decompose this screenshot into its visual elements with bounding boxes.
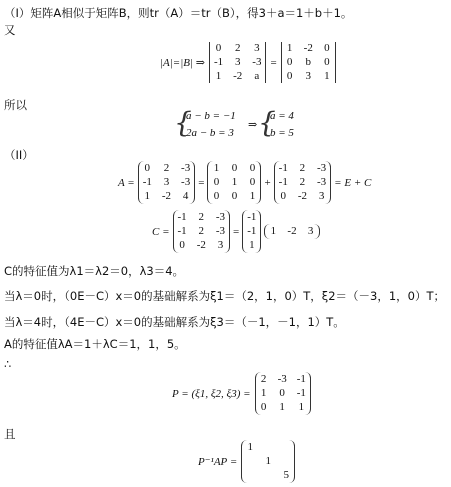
matrix-cell: -3	[215, 225, 226, 237]
eigen-a: A的特征值λA＝1＋λC＝1，1，5。	[4, 337, 186, 351]
matrix-cell: 5	[283, 469, 289, 481]
matrix-cell: -3	[317, 162, 327, 174]
matrix-cell: 1	[265, 455, 271, 467]
matrix-cell: -1	[278, 162, 288, 174]
matrix-cell: 2	[299, 176, 306, 188]
matrix-cell: -3	[181, 162, 191, 174]
matrix-cell: -1	[142, 176, 152, 188]
matrix-cell: -2	[287, 225, 297, 237]
matrix-cell: -3	[252, 56, 262, 68]
matrix-cell: 1	[324, 70, 330, 82]
system-sol1: a = 4	[270, 110, 294, 122]
matrix-cell	[282, 441, 290, 454]
matrix-cell: 3	[217, 239, 224, 251]
system-eq1: a − b = −1	[186, 110, 236, 122]
therefore-symbol: ∴	[4, 357, 12, 371]
decomp-matrix-c	[279, 162, 327, 203]
connector-suoyi: 所以	[4, 98, 27, 112]
matrix-cell: 1	[249, 239, 255, 251]
p-matrix	[260, 373, 306, 414]
matrix-cell: -3	[277, 373, 287, 385]
matrix-cell: -1	[177, 211, 187, 223]
decomp-matrix-a	[143, 162, 191, 203]
matrix-cell: 0	[280, 190, 286, 202]
decomp-lhs: A =	[118, 176, 135, 189]
matrix-cell: -1	[177, 225, 187, 237]
determinant-equation	[160, 42, 336, 83]
matrix-cell: -2	[303, 42, 313, 54]
p-lhs: P = (ξ1, ξ2, ξ3) =	[172, 387, 251, 400]
matrix-cell: -3	[215, 211, 226, 223]
matrix-cell: 0	[324, 56, 330, 68]
matrix-cell: 0	[324, 42, 330, 54]
matrix-cell: -1	[213, 56, 224, 68]
cdef-matrix	[178, 211, 226, 252]
matrix-cell: b	[305, 56, 311, 68]
implies-arrow: ⇒	[248, 119, 258, 131]
decomp-tail: = E + C	[334, 176, 372, 189]
matrix-cell: 0	[286, 70, 293, 82]
c-factorization: C = -1 2 -3 -1 2 -3 0 -2 3 = -1 -1 1 1 -2 3	[152, 210, 320, 253]
matrix-cell: 1	[298, 401, 305, 413]
basis-lambda0: 当λ＝0时，（0E－C）x＝0的基础解系为ξ1＝（2，1，0）T，ξ2＝（－3，1，0）T；	[4, 289, 446, 303]
matrix-cell: -1	[247, 211, 257, 223]
matrix-cell: 0	[249, 176, 256, 188]
left-brace: {	[174, 106, 192, 139]
matrix-cell: 3	[305, 70, 311, 82]
matrix-cell: -3	[181, 176, 191, 188]
matrix-cell: 0	[213, 190, 220, 202]
matrix-cell: 2	[234, 42, 241, 54]
matrix-cell: 1	[213, 162, 220, 174]
basis-lambda4: 当λ＝4时，（4E－C）x＝0的基础解系为ξ3＝（－1，－1，1）T。	[4, 315, 345, 329]
matrix-cell: 0	[286, 56, 293, 68]
matrix-cell: 1	[247, 441, 253, 453]
matrix-cell: 0	[279, 387, 285, 399]
matrix-cell: 3	[163, 176, 170, 188]
matrix-cell: 3	[318, 190, 325, 202]
det-lhs: |A|=|B| ⇒	[160, 57, 205, 69]
matrix-cell: 4	[182, 190, 189, 202]
right-brace: {	[258, 106, 276, 139]
system-eq2: 2a − b = 3	[186, 127, 234, 139]
matrix-cell: 0	[231, 162, 238, 174]
matrix-cell: 1	[215, 70, 222, 82]
matrix-cell: 1	[144, 190, 151, 202]
det-eq: =	[270, 56, 277, 69]
matrix-cell: 2	[198, 225, 205, 237]
matrix-cell	[264, 441, 272, 454]
matrix-cell: -2	[196, 239, 206, 251]
matrix-cell: 0	[215, 42, 222, 54]
matrix-cell: -1	[278, 176, 288, 188]
matrix-cell: 0	[249, 162, 256, 174]
matrix-cell: 2	[198, 211, 205, 223]
decomp-identity	[212, 162, 256, 203]
det-matrix-b	[286, 42, 331, 83]
p-matrix-equation	[172, 372, 311, 415]
matrix-cell: 1	[286, 42, 293, 54]
diag-lhs: P⁻¹AP =	[198, 456, 238, 468]
matrix-cell	[282, 455, 290, 468]
decomposition-equation: A = 0 2 -3 -1 3 -3 1 -2 4 = 1 0 0 0 1 0 0 0 1 + -1 2 -3 -1 2 -3 0 -2 3 = E + C	[118, 162, 372, 202]
matrix-cell: 1	[279, 401, 285, 413]
matrix-cell: -2	[233, 70, 243, 82]
cdef-row	[269, 225, 314, 238]
matrix-cell: -1	[296, 387, 306, 399]
matrix-cell: 2	[163, 162, 170, 174]
matrix-cell: 1	[231, 176, 238, 188]
part1-statement: （I）矩阵A相似于矩阵B，则tr（A）＝tr（B），得3＋a＝1＋b＋1。	[4, 6, 353, 20]
matrix-cell: 1	[270, 225, 277, 237]
connector-you: 又	[4, 23, 16, 37]
matrix-cell: -3	[317, 176, 327, 188]
matrix-cell: -1	[247, 225, 257, 237]
matrix-cell: 0	[144, 162, 151, 174]
cdef-column	[247, 211, 256, 252]
det-matrix-a	[214, 42, 262, 83]
matrix-cell: -1	[296, 373, 306, 385]
matrix-cell: 2	[260, 373, 267, 385]
matrix-cell: 1	[249, 190, 256, 202]
matrix-cell: 0	[213, 176, 220, 188]
matrix-cell: 0	[231, 190, 238, 202]
matrix-cell	[246, 455, 254, 468]
matrix-cell: 3	[234, 56, 241, 68]
matrix-cell: 2	[299, 162, 306, 174]
part2-label: （II）	[4, 148, 34, 162]
matrix-cell: a	[254, 70, 260, 82]
matrix-cell: 1	[260, 387, 267, 399]
system-equations	[174, 106, 294, 143]
matrix-cell: -2	[161, 190, 172, 202]
matrix-cell	[264, 469, 272, 482]
matrix-cell: 3	[254, 42, 260, 54]
matrix-cell: -2	[297, 190, 307, 202]
matrix-cell: 3	[307, 225, 314, 237]
diagonal-matrix	[246, 441, 290, 482]
connector-qie: 且	[4, 427, 16, 441]
matrix-cell	[246, 469, 254, 482]
diagonal-equation	[198, 440, 295, 483]
matrix-cell: 0	[179, 239, 185, 251]
matrix-cell: 0	[260, 401, 267, 413]
eigen-c: C的特征值为λ1＝λ2＝0，λ3＝4。	[4, 264, 185, 278]
cdef-lhs: C =	[152, 225, 170, 238]
system-sol2: b = 5	[270, 127, 294, 139]
